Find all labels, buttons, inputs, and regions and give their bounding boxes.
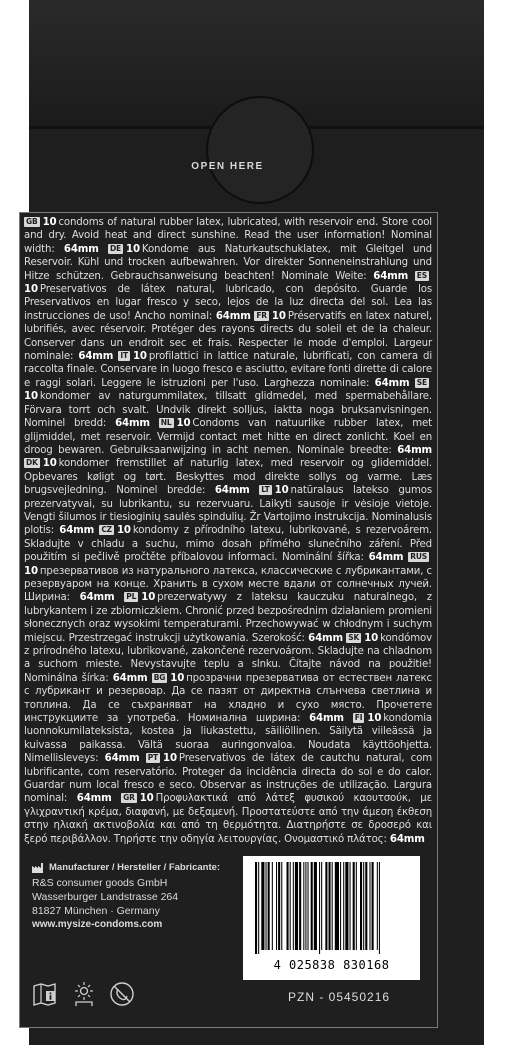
open-tab-arc[interactable]: [206, 96, 314, 204]
section-text: kondomia luonnokumilateksista, kostea ja liukastettu, säiliöllinen. Säilytä viileässä ja kuivassa paikassa. Vältä suoraa auringonvaloa. Noudata käyttöohjetta. Nimellisleveys:: [24, 713, 432, 765]
barcode-bar: [268, 862, 270, 950]
barcode-bar: [295, 862, 298, 950]
condom-count: 10: [42, 217, 57, 228]
barcode-bar: [363, 862, 364, 950]
instructions-icon: [32, 980, 60, 1008]
nominal-width: 64mm: [368, 552, 404, 564]
section-text: kondómov z prírodného latexu, lubrikované, zakončené rezervoárom. Skladujte na chladnom a suchom mieste. Nevystavujte teplu a slnku. Čítajte návod na použitie! Nominálna šírka:: [24, 632, 432, 684]
nominal-width: 64mm: [215, 310, 251, 322]
barcode-bar: [372, 862, 374, 950]
barcode-bar: [258, 862, 259, 954]
barcode-bar: [340, 862, 341, 950]
section-text: Condoms van natuurlike rubber latex, met glijmiddel, met reservoir. Vermijd contact met hitte en direct zonlicht. Koel en droog bewaren. Gebruiksaanwijzing in acht nemen. Nominale breedte:: [24, 418, 432, 456]
section-text: Préservatifs en latex naturel, lubrifiés, avec réservoir. Protéger des rayons directs du soleil et de la chaleur. Conserver dans un endroit sec et frais. Respecter le mode d'emploi. Largeur nominale:: [24, 310, 432, 363]
nominal-width: 64mm: [76, 793, 112, 805]
section-text: Kondome aus Naturkautschuklatex, mit Gleitgel und Reservoir. Kühl und trocken aufbewahren. Vor direkter Sonneneinstrahlung und Hitze schützen. Gebrauchsanweisung beachten! Nominale Weite:: [24, 243, 432, 282]
section-text: kondomer av naturgummilatex, tillsatt glidmedel, med spermabehållare. Förvara torrt och svalt. Undvik direkt solljus, iaktta noga bruksanvisningen. Nominel bredd:: [24, 391, 432, 430]
language-code-badge: PT: [147, 753, 159, 763]
barcode-bar: [360, 862, 362, 950]
manufacturer-website: www.mysize-condoms.com: [32, 919, 163, 930]
condom-count: 10: [367, 713, 382, 725]
language-code-badge: PL: [126, 592, 137, 602]
section-text: profilattici in lattice naturale, lubrificati, con camera di raccolta finale. Conservare in luogo fresco e asciutto, evitare fonti dirette di calore e raggi solari. Leggere le istruzioni per l'uso. Larghezza nominale:: [24, 351, 432, 389]
condom-count: 10: [163, 753, 177, 765]
nominal-width: 64mm: [308, 632, 343, 644]
barcode-bar: [343, 862, 344, 950]
nominal-width: 64mm: [389, 833, 425, 845]
condom-count: 10: [170, 672, 185, 684]
nominal-width: 64mm: [104, 753, 140, 765]
condom-count: 10: [116, 525, 131, 537]
barcode-bar: [377, 862, 378, 950]
section-text: condoms of natural rubber latex, lubricated, with reservoir end. Store cool and dry. Avoid heat and direct sunshine. Read the user information! Nominal width:: [24, 217, 432, 255]
condom-count: 10: [139, 793, 154, 805]
barcode-bar: [329, 862, 331, 950]
language-code-badge: ES: [416, 270, 427, 280]
section-text: kondomer fremstillet af naturlig latex, med reservoir og glidemiddel. Opbevares køligt og tørt. Beskyttes mod direkte sollys og varme. Læs brugsvejledning. Nominel bredde:: [24, 458, 432, 497]
barcode-bar: [287, 862, 289, 950]
barcode-bar: [290, 862, 291, 950]
language-code-badge: RUS: [410, 552, 428, 562]
barcode-bar: [369, 862, 370, 950]
condom-count: 10: [141, 592, 156, 604]
language-code-badge: GB: [26, 217, 38, 226]
condom-count: 10: [271, 310, 286, 322]
condom-count: 10: [24, 284, 38, 296]
barcode-bar: [272, 862, 273, 950]
barcode: [243, 856, 420, 980]
barcode-bar: [379, 862, 380, 954]
nominal-width: 64mm: [373, 270, 409, 282]
section-text: презервативов из натурального латекса, классические с лубрикантами, с резервуаром на конце. Хранить в сухом месте вдали от солнечных лучей. Ширина:: [24, 565, 432, 604]
nominal-width: 64mm: [63, 243, 99, 255]
condom-count: 10: [176, 418, 191, 430]
barcode-bar: [266, 862, 267, 950]
manufacturer-block: [32, 862, 220, 932]
language-code-badge: NL: [160, 418, 172, 428]
factory-icon: [32, 863, 44, 873]
section-text: kondomy z přírodního latexu, lubrikované, s rezervoárem. Skladujte v chladu a suchu, mimo dosah přímého slunečního záření. Před použitím si pečlivě pročtěte příbalovou informaci. Nominální šířka:: [24, 525, 432, 564]
barcode-bar: [311, 862, 313, 950]
manufacturer-street: Wasserburger Landstrasse 264: [32, 891, 179, 903]
barcode-bar: [314, 862, 317, 950]
barcode-bar: [281, 862, 282, 950]
nominal-width: 64mm: [79, 592, 115, 604]
section-text: Προφυλακτικά από λάτεξ φυσικού καουτσούκ, με γλιχραντική κρέμα, διαφανή, με δεξαμενή. Προστατεύστε από την άμεση έκθεση στην ηλιακή ακτινοβολία και από τη θερμότητα. Διατηρήστε σε δροσερό και ξερό περιβάλλον. Τηρήστε την οδηγία λειτουργίας. Ονομαστικό πλάτος:: [24, 793, 432, 845]
nominal-width: 64mm: [309, 713, 344, 725]
language-code-badge: GR: [123, 793, 135, 803]
section-text: prezerwatywy z lateksu kauczuku naturalnego, z lubrykantem i ze zbiorniczkiem. Chronić przed bezpośrednim działaniem promieni słonecznych oraz wysokimi temperaturami. Przechowywać w chłodnym i suchym miejscu. Przestrzegać instrukcji użytkowania. Szerokość:: [24, 592, 432, 644]
manufacturer-address: [32, 876, 220, 932]
barcode-number: 4 025838 830168: [273, 958, 390, 972]
manufacturer-heading: [32, 862, 220, 873]
multilingual-text: [24, 216, 432, 846]
open-here-label: OPEN HERE: [191, 161, 264, 172]
barcode-bar: [308, 862, 309, 950]
language-code-badge: DE: [109, 243, 122, 253]
language-code-badge: CZ: [101, 525, 112, 535]
barcode-bar: [276, 862, 277, 950]
nominal-width: 64mm: [115, 418, 150, 430]
barcode-bar: [293, 862, 294, 950]
condom-count: 10: [364, 632, 379, 644]
symbol-row: [32, 980, 136, 1008]
barcode-bar: [325, 862, 327, 950]
nominal-width: 64mm: [374, 377, 410, 389]
manufacturer-city: 81827 München · Germany: [32, 905, 160, 917]
nominal-width: 64mm: [78, 351, 114, 363]
barcode-bar: [332, 862, 333, 950]
language-code-badge: FI: [354, 713, 363, 723]
nominal-width: 64mm: [214, 485, 250, 497]
barcode-bar: [365, 862, 367, 950]
language-code-badge: FR: [256, 310, 267, 320]
do-not-reuse-icon: [108, 980, 136, 1008]
barcode-bar: [353, 862, 355, 950]
condom-count: 10: [274, 485, 289, 497]
barcode-bars: [249, 862, 414, 954]
language-code-badge: SE: [416, 377, 428, 387]
language-code-badge: SK: [348, 632, 360, 642]
barcode-bar: [299, 862, 301, 950]
condom-count: 10: [24, 391, 38, 403]
condom-count: 10: [42, 458, 57, 470]
barcode-bar: [303, 862, 304, 950]
nominal-width: 64mm: [397, 444, 432, 456]
barcode-bar: [261, 862, 264, 950]
section-text: прозрачни презерватива от естествен латекс с лубрикант и резервоар. Да се пазят от директна слънчева светлина и топлина. Да се съхраняват на хладно и сухо място. Прочетете инструкциите за употреба. Номинална ширина:: [24, 672, 432, 725]
condom-count: 10: [126, 243, 140, 255]
manufacturer-heading-text: Manufacturer / Hersteller / Fabricante:: [49, 862, 221, 873]
barcode-bar: [335, 862, 339, 950]
keep-away-from-sunlight-icon: [70, 980, 98, 1008]
barcode-bar: [350, 862, 351, 950]
section-text: Preservativos de látex natural, lubricado, con depósito. Guarde los Preservativos en lugar fresco y seco, lejos de la luz directa del sol. Lea las instrucciones de uso! Ancho nominal:: [24, 284, 432, 322]
barcode-bar: [305, 862, 306, 950]
language-code-badge: LT: [261, 485, 270, 495]
language-code-badge: DK: [26, 458, 38, 468]
barcode-bar: [345, 862, 348, 950]
manufacturer-name: R&S consumer goods GmbH: [32, 877, 168, 889]
section-text: Preservativos de látex de cautchu natural, com lubrificante, com reservatório. Proteger da incidência directa do sol e do calor. Guardar num local fresco e seco. Observar as instruções de utilização. Largura nominal:: [24, 753, 432, 805]
pzn-code: PZN - 05450216: [288, 990, 391, 1004]
barcode-bar: [356, 862, 357, 950]
section-text: natūralaus latekso gumos prezervatyvai, su lubrikantu, su rezervuaru. Laikyti sausoje ir vėsioje vietoje. Vengti šilumos ir tiesioginių saulės spindulių. Žr Vartojimo instrukcija. Nominalusis plotis:: [24, 485, 433, 537]
barcode-bar: [321, 862, 322, 950]
nominal-width: 64mm: [112, 672, 148, 684]
condom-count: 10: [24, 565, 38, 577]
nominal-width: 64mm: [59, 525, 95, 537]
barcode-bar: [278, 862, 280, 950]
language-code-badge: IT: [120, 351, 128, 361]
barcode-bar: [255, 862, 257, 954]
condom-count: 10: [132, 351, 147, 363]
barcode-bar: [319, 862, 320, 954]
language-code-badge: BG: [153, 672, 166, 682]
